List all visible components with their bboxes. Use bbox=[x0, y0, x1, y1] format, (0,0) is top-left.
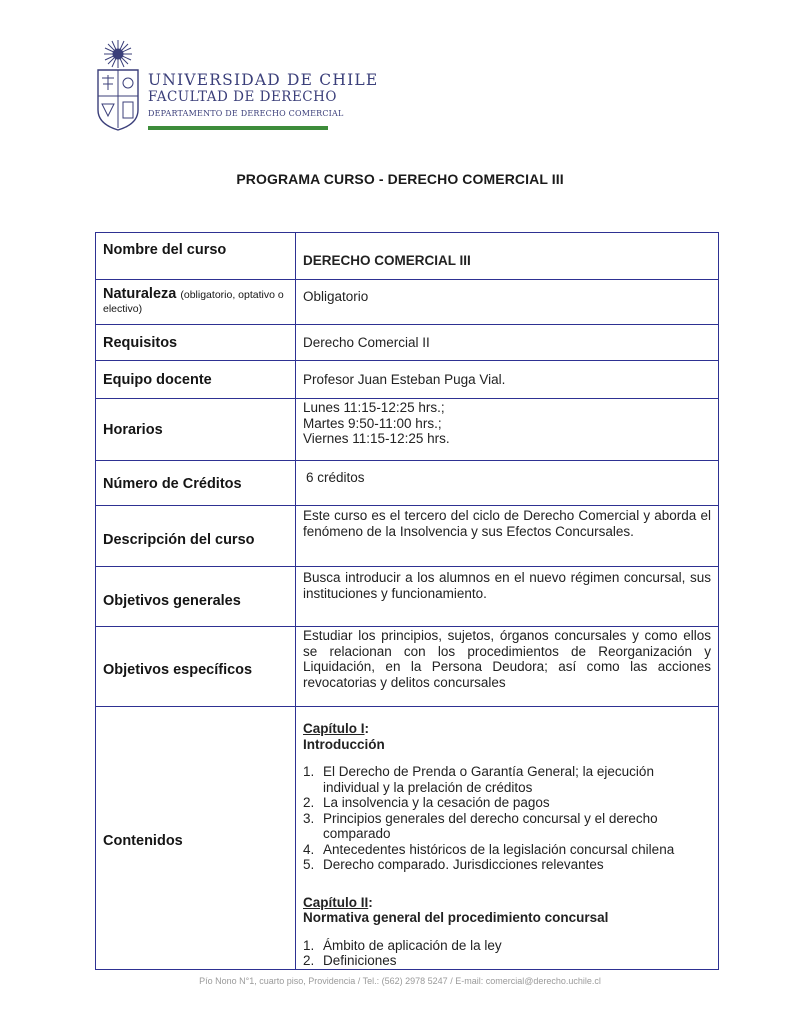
row-label-horarios bbox=[96, 399, 296, 461]
specific-objectives-value: Estudiar los principios, sujetos, órganos concursales y como ellos se relacionan con los procedimientos de Reorganización y Liquidación, en la Persona Deudora; así como las acciones revocatorias y delitos concursales bbox=[303, 628, 711, 690]
item-text: Ámbito de aplicación de la ley bbox=[323, 937, 502, 953]
row-label-nombre bbox=[96, 233, 296, 280]
spacer bbox=[303, 873, 711, 895]
page-footer: Pío Nono N°1, cuarto piso, Providencia / Tel.: (562) 2978 5247 / E-mail: comercial@derecho.uchile.cl bbox=[199, 976, 601, 986]
row-value-equipo bbox=[296, 361, 719, 399]
row-value-nombre bbox=[296, 233, 719, 280]
schedule-line: Martes 9:50-11:00 hrs.; bbox=[303, 415, 442, 431]
label-text: Objetivos específicos bbox=[103, 661, 253, 678]
row-label-obj-especificos bbox=[96, 627, 296, 707]
row-value-requisitos bbox=[296, 325, 719, 361]
chapter-items bbox=[303, 764, 711, 873]
chapter-1 bbox=[303, 721, 711, 873]
label-text: Naturaleza bbox=[103, 286, 177, 302]
credits-value: 6 créditos bbox=[306, 470, 365, 485]
chapter-items bbox=[303, 938, 711, 969]
list-item bbox=[303, 938, 711, 954]
university-name: UNIVERSIDAD DE CHILE bbox=[148, 71, 379, 89]
row-value-obj-especificos bbox=[296, 627, 719, 707]
chapter-heading: Capítulo II bbox=[303, 894, 369, 910]
item-text: Principios generales del derecho concursal y el derecho comparado bbox=[323, 810, 658, 841]
university-seal-icon bbox=[92, 38, 144, 133]
item-number: 3. bbox=[303, 810, 315, 826]
list-item bbox=[303, 857, 711, 873]
row-label-naturaleza bbox=[96, 280, 296, 325]
list-item bbox=[303, 764, 711, 795]
label-text: Contenidos bbox=[103, 832, 183, 849]
course-program-table bbox=[95, 232, 719, 970]
label-text: Equipo docente bbox=[103, 371, 212, 388]
table-row bbox=[96, 506, 719, 567]
item-text: La insolvencia y la cesación de pagos bbox=[323, 795, 550, 810]
department-name: DEPARTAMENTO DE DERECHO COMERCIAL bbox=[148, 109, 344, 118]
label-subtext: (obligatorio, optativo o electivo) bbox=[103, 289, 284, 315]
item-text: Antecedentes históricos de la legislación concursal chilena bbox=[323, 841, 675, 857]
table-row bbox=[96, 280, 719, 325]
description-value: Este curso es el tercero del ciclo de Derecho Comercial y aborda el fenómeno de la Insolvencia y sus Efectos Concursales. bbox=[303, 508, 711, 539]
requirements-value: Derecho Comercial II bbox=[303, 334, 430, 350]
table-row bbox=[96, 399, 719, 461]
row-value-contenidos bbox=[296, 707, 719, 970]
item-text: El Derecho de Prenda o Garantía General; la ejecución individual y la prelación de créditos bbox=[323, 764, 654, 795]
nature-value: Obligatorio bbox=[303, 289, 369, 304]
row-label-requisitos bbox=[96, 325, 296, 361]
table-row bbox=[96, 707, 719, 970]
table-row bbox=[96, 325, 719, 361]
item-number: 2. bbox=[303, 795, 315, 810]
row-label-creditos bbox=[96, 461, 296, 506]
faculty-name: FACULTAD DE DERECHO bbox=[148, 89, 337, 105]
item-number: 2. bbox=[303, 953, 315, 968]
chapter-subtitle: Introducción bbox=[303, 736, 385, 752]
chapter-heading: Capítulo I bbox=[303, 721, 365, 736]
table-row bbox=[96, 233, 719, 280]
list-item bbox=[303, 795, 711, 811]
item-number: 1. bbox=[303, 937, 315, 953]
page-title: PROGRAMA CURSO - DERECHO COMERCIAL III bbox=[236, 171, 564, 187]
label-text: Objetivos generales bbox=[103, 592, 241, 609]
row-label-descripcion bbox=[96, 506, 296, 567]
row-value-horarios bbox=[296, 399, 719, 461]
row-label-obj-generales bbox=[96, 567, 296, 627]
label-text: Requisitos bbox=[103, 334, 178, 351]
table-row bbox=[96, 461, 719, 506]
item-number: 1. bbox=[303, 764, 315, 779]
list-item bbox=[303, 842, 711, 858]
chapter-heading-suffix: : bbox=[364, 721, 369, 736]
table-row bbox=[96, 627, 719, 707]
table-row bbox=[96, 567, 719, 627]
schedule-line: Viernes 11:15-12:25 hrs. bbox=[303, 431, 450, 446]
row-value-obj-generales bbox=[296, 567, 719, 627]
letterhead bbox=[92, 38, 392, 133]
general-objectives-value: Busca introducir a los alumnos en el nuevo régimen concursal, sus instituciones y funcionamiento. bbox=[303, 570, 711, 601]
teaching-team-value: Profesor Juan Esteban Puga Vial. bbox=[303, 371, 506, 387]
item-text: Derecho comparado. Jurisdicciones relevantes bbox=[323, 857, 604, 872]
item-number: 4. bbox=[303, 841, 315, 857]
chapter-subtitle: Normativa general del procedimiento concursal bbox=[303, 910, 609, 925]
institution-name bbox=[148, 72, 378, 119]
item-number: 5. bbox=[303, 857, 315, 872]
row-value-naturaleza bbox=[296, 280, 719, 325]
label-text: Número de Créditos bbox=[103, 476, 242, 492]
row-value-descripcion bbox=[296, 506, 719, 567]
table-row bbox=[96, 361, 719, 399]
list-item bbox=[303, 811, 711, 842]
row-label-equipo bbox=[96, 361, 296, 399]
label-text: Descripción del curso bbox=[103, 532, 255, 548]
chapter-2 bbox=[303, 895, 711, 969]
schedule-line: Lunes 11:15-12:25 hrs.; bbox=[303, 400, 445, 415]
label-text: Nombre del curso bbox=[103, 242, 227, 258]
chapter-heading-suffix: : bbox=[368, 894, 373, 910]
row-label-contenidos bbox=[96, 707, 296, 970]
list-item bbox=[303, 953, 711, 969]
green-divider bbox=[148, 126, 328, 130]
item-text: Definiciones bbox=[323, 953, 397, 968]
row-value-creditos bbox=[296, 461, 719, 506]
label-text: Horarios bbox=[103, 421, 163, 438]
course-name: DERECHO COMERCIAL III bbox=[303, 253, 471, 269]
